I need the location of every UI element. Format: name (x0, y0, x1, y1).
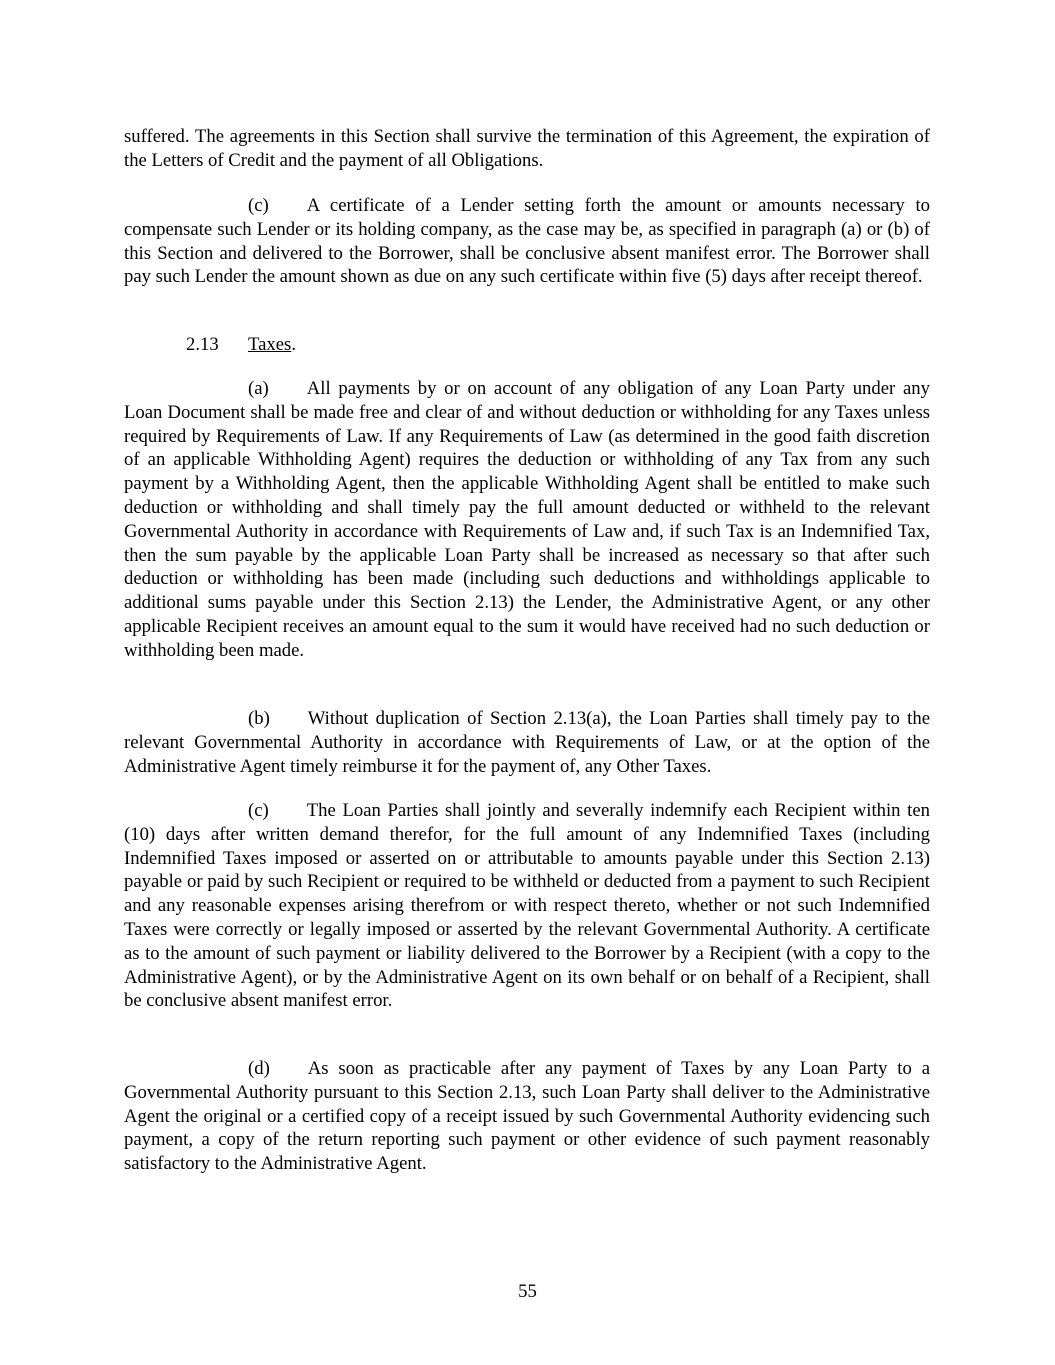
section-title: Taxes (248, 334, 292, 355)
paragraph-d-text: As soon as practicable after any payment of Taxes by any Loan Party to a Governmental Authority pursuant to this Section 2.13, such Loan Party shall deliver to the Administrative Agent the original or a certified copy of a receipt issued by such Governmental Authority evidencing such payment, a copy of the return reporting such payment or other evidence of such payment reasonably satisfactory to the Administrative Agent. (124, 1058, 930, 1175)
paragraph-c (124, 799, 930, 1013)
paragraph-a-text: All payments by or on account of any obligation of any Loan Party under any Loan Document shall be made free and clear of and without deduction or withholding for any Taxes unless required by Requirements of Law. If any Requirements of Law (as determined in the good faith discretion of an applicable Withholding Agent) requires the deduction or withholding of any Tax from any such payment by a Withholding Agent, then the applicable Withholding Agent shall be entitled to make such deduction or withholding and shall timely pay the full amount deducted or withheld to the relevant Governmental Authority in accordance with Requirements of Law and, if such Tax is an Indemnified Tax, then the sum payable by the applicable Loan Party shall be increased as necessary so that after such deduction or withholding has been made (including such deductions and withholdings applicable to additional sums payable under this Section 2.13) the Lender, the Administrative Agent, or any other applicable Recipient receives an amount equal to the sum it would have received had no such deduction or withholding been made. (124, 378, 930, 661)
continuation-paragraph: suffered. The agreements in this Section shall survive the termination of this Agreement, the expiration of the Letters of Credit and the payment of all Obligations. (124, 126, 930, 171)
paragraph-c-prior-label: (c) (248, 195, 269, 216)
page-number: 55 (518, 1281, 537, 1302)
paragraph-b-label: (b) (248, 708, 270, 729)
paragraph-b (124, 707, 930, 778)
paragraph-c-prior-text: A certificate of a Lender setting forth the amount or amounts necessary to compensate such Lender or its holding company, as the case may be, as specified in paragraph (a) or (b) of this Section and delivered to the Borrower, shall be conclusive absent manifest error. The Borrower shall pay such Lender the amount shown as due on any such certificate within five (5) days after receipt thereof. (124, 195, 930, 288)
paragraph-c-text: The Loan Parties shall jointly and severally indemnify each Recipient within ten (10) days after written demand therefor, for the full amount of any Indemnified Taxes (including Indemnified Taxes imposed or asserted on or attributable to amounts payable under this Section 2.13) payable or paid by such Recipient or required to be withheld or deducted from a payment to such Recipient and any reasonable expenses arising therefrom or with respect thereto, whether or not such Indemnified Taxes were correctly or legally imposed or asserted by the relevant Governmental Authority. A certificate as to the amount of such payment or liability delivered to the Borrower by a Recipient (with a copy to the Administrative Agent), or by the Administrative Agent on its own behalf or on behalf of a Recipient, shall be conclusive absent manifest error. (124, 800, 930, 1012)
section-number: 2.13 (186, 334, 219, 355)
paragraph-c-prior (124, 194, 930, 289)
section-heading (186, 333, 296, 357)
paragraph-d (124, 1057, 930, 1176)
paragraph-b-text: Without duplication of Section 2.13(a), the Loan Parties shall timely pay to the relevant Governmental Authority in accordance with Requirements of Law, or at the option of the Administrative Agent timely reimburse it for the payment of, any Other Taxes. (124, 708, 930, 777)
paragraph-a-label: (a) (248, 378, 269, 399)
paragraph-c-label: (c) (248, 800, 269, 821)
paragraph-a (124, 377, 930, 663)
section-title-suffix: . (291, 334, 296, 355)
paragraph-d-label: (d) (248, 1058, 270, 1079)
